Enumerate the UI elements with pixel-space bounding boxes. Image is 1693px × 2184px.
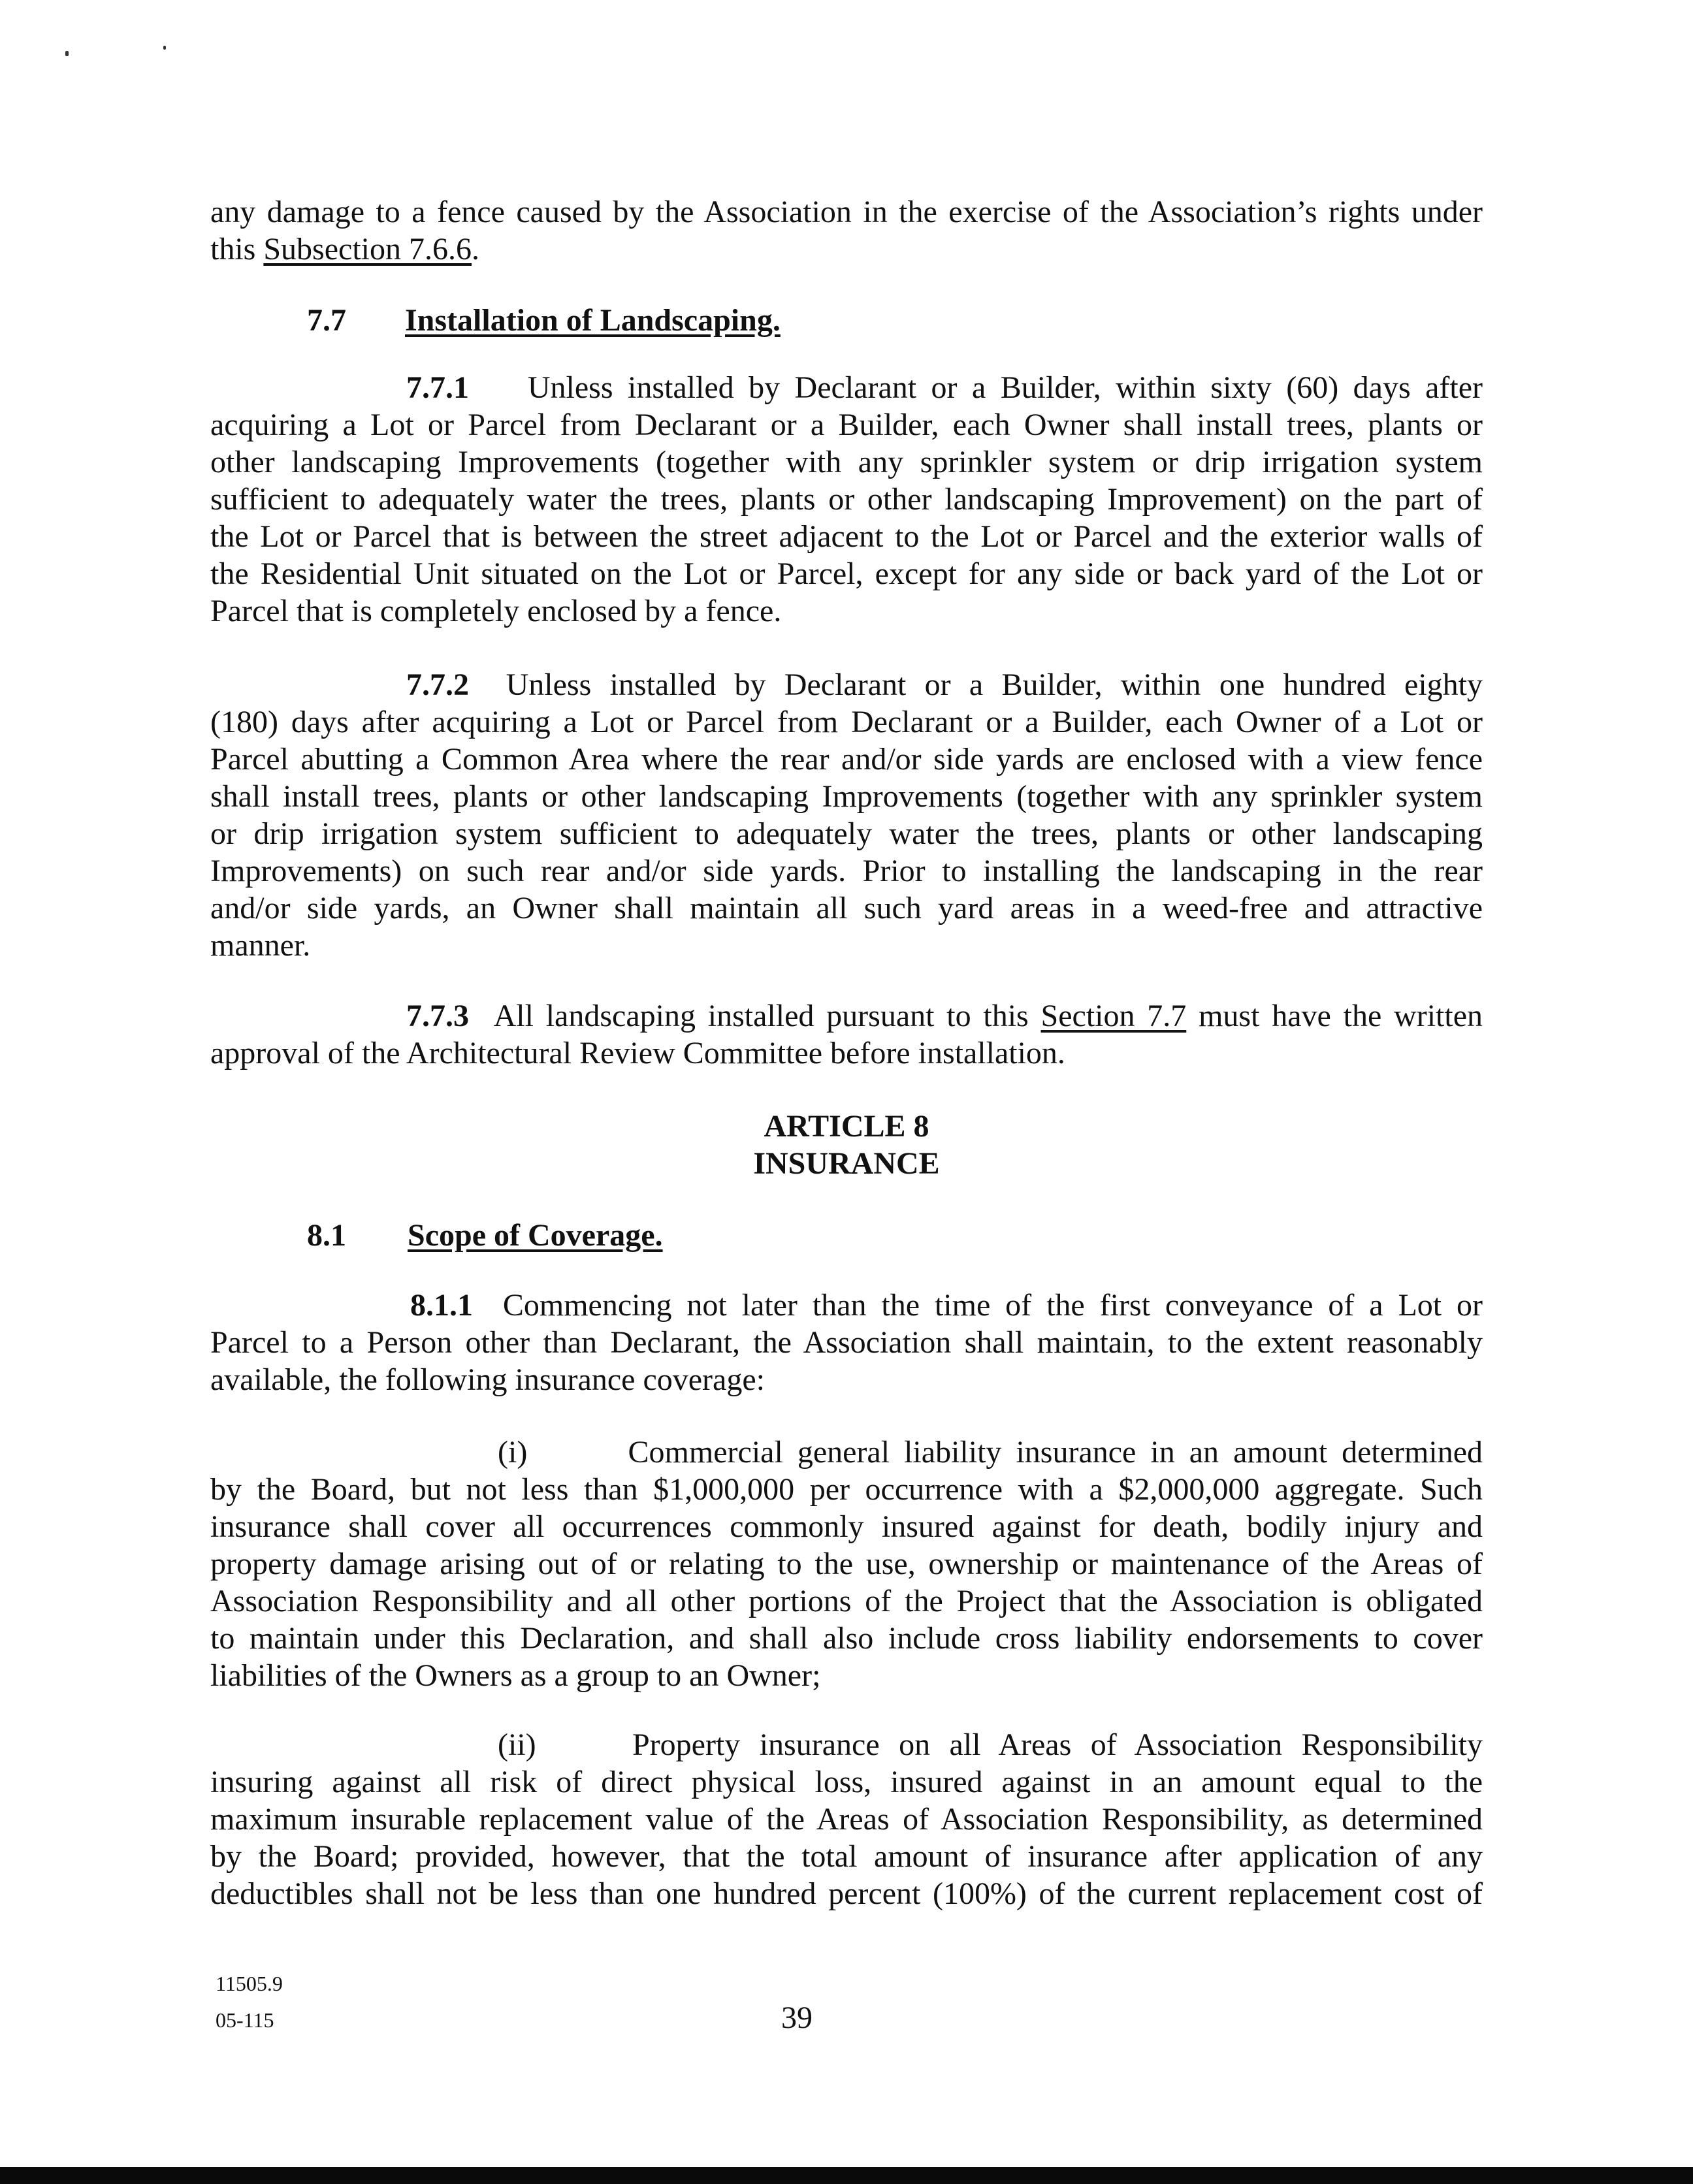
text-line: (180) days after acquiring a Lot or Parcel from Declarant or a Builder, each Owner of a Lot or <box>210 705 1483 739</box>
page-number: 39 <box>781 2000 813 2035</box>
text-line: maximum insurable replacement value of the Areas of Association Responsibility, as determined <box>210 1802 1483 1837</box>
text-line: Association Responsibility and all other portions of the Project that the Association is obligated <box>210 1584 1483 1618</box>
text-line: to maintain under this Declaration, and shall also include cross liability endorsements to cover <box>210 1621 1483 1656</box>
text-line: the Residential Unit situated on the Lot or Parcel, except for any side or back yard of the Lot or <box>210 556 1483 591</box>
scan-speck <box>163 46 166 50</box>
text-line: Parcel abutting a Common Area where the rear and/or side yards are enclosed with a view fence <box>210 742 1483 777</box>
text-line: any damage to a fence caused by the Association in the exercise of the Association’s rights under <box>210 195 1483 229</box>
text-line: liabilities of the Owners as a group to an Owner; <box>210 1658 821 1693</box>
document-id: 11505.9 <box>216 1972 283 1995</box>
intro-paragraph <box>210 193 1483 268</box>
text-line: acquiring a Lot or Parcel from Declarant or a Builder, each Owner shall install trees, plants or <box>210 408 1483 442</box>
section-title-7-7: Installation of Landscaping. <box>405 303 781 338</box>
text-line: available, the following insurance coverage: <box>210 1362 765 1397</box>
section-title-8-1: Scope of Coverage. <box>408 1218 663 1253</box>
text-line: shall install trees, plants or other landscaping Improvements (together with any sprinkler system <box>210 779 1483 814</box>
text-line: (i) Commercial general liability insurance in an amount determined <box>498 1435 1483 1469</box>
text-line: 7.7.3 All landscaping installed pursuant to this Section 7.7 must have the written <box>406 999 1483 1033</box>
paragraph-8-1-1 <box>210 1287 1483 1398</box>
text-line: insurance shall cover all occurrences commonly insured against for death, bodily injury and <box>210 1509 1483 1544</box>
section-number-7-7: 7.7 <box>307 303 346 338</box>
text-line: approval of the Architectural Review Committee before installation. <box>210 1036 1065 1070</box>
text-line: 8.1.1 Commencing not later than the time of the first conveyance of a Lot or <box>410 1288 1483 1323</box>
section-number-8-1: 8.1 <box>307 1218 346 1253</box>
text-line: by the Board, but not less than $1,000,000 per occurrence with a $2,000,000 aggregate. Such <box>210 1472 1483 1507</box>
text-line: deductibles shall not be less than one hundred percent (100%) of the current replacement cost of <box>210 1876 1483 1911</box>
paragraph-number: 7.7.3 <box>406 999 469 1033</box>
paragraph-number: 8.1.1 <box>410 1288 473 1323</box>
paragraph-number: 7.7.2 <box>406 667 469 702</box>
text-line: Improvements) on such rear and/or side yards. Prior to installing the landscaping in the rear <box>210 854 1483 888</box>
paragraph-7-7-3 <box>210 997 1483 1072</box>
text-line: this Subsection 7.6.6. <box>210 232 480 266</box>
text-line: or drip irrigation system sufficient to adequately water the trees, plants or other landscaping <box>210 816 1483 851</box>
list-item-i <box>210 1434 1483 1694</box>
text-line: (ii) Property insurance on all Areas of Association Responsibility <box>498 1727 1483 1762</box>
text-line: insuring against all risk of direct physical loss, insured against in an amount equal to the <box>210 1765 1483 1799</box>
document-reference: 05-115 <box>216 2008 274 2032</box>
paragraph-7-7-2 <box>210 666 1483 964</box>
list-marker: (i) <box>498 1435 528 1469</box>
text-line: Parcel that is completely enclosed by a fence. <box>210 594 782 628</box>
text-line: the Lot or Parcel that is between the street adjacent to the Lot or Parcel and the exterior walls of <box>210 519 1483 554</box>
text-line: 7.7.2 Unless installed by Declarant or a Builder, within one hundred eighty <box>406 667 1483 702</box>
list-marker: (ii) <box>498 1727 536 1762</box>
section-reference: Section 7.7 <box>1040 999 1187 1033</box>
scan-speck <box>65 51 69 56</box>
text-line: sufficient to adequately water the trees, plants or other landscaping Improvement) on the part of <box>210 482 1483 517</box>
text-line: by the Board; provided, however, that the total amount of insurance after application of any <box>210 1839 1483 1874</box>
article-number: ARTICLE 8 <box>764 1109 929 1144</box>
paragraph-number: 7.7.1 <box>406 370 469 405</box>
scan-border <box>0 2167 1693 2184</box>
text-line: property damage arising out of or relating to the use, ownership or maintenance of the Areas of <box>210 1547 1483 1581</box>
list-item-ii <box>210 1726 1483 1912</box>
text-line: and/or side yards, an Owner shall maintain all such yard areas in a weed-free and attractive <box>210 891 1483 925</box>
article-title: INSURANCE <box>753 1146 940 1181</box>
paragraph-7-7-1 <box>210 369 1483 630</box>
text-line: Parcel to a Person other than Declarant, the Association shall maintain, to the extent reasonably <box>210 1325 1483 1360</box>
subsection-reference: Subsection 7.6.6 <box>263 232 472 266</box>
text-line: manner. <box>210 928 311 963</box>
text-line: 7.7.1 Unless installed by Declarant or a Builder, within sixty (60) days after <box>406 370 1483 405</box>
text-line: other landscaping Improvements (together with any sprinkler system or drip irrigation system <box>210 445 1483 479</box>
